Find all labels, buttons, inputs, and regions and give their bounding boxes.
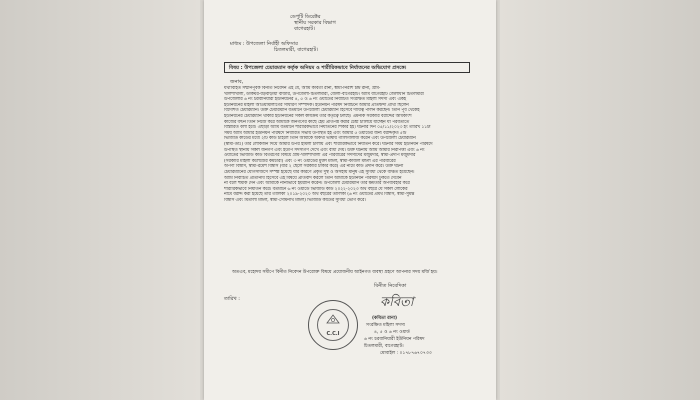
body-line: উপজেলার ৬ নং চরবানিয়ারী ইউনিয়নের ৪, ৫ ও ৬ নং ওয়ার্ডের নির্বাচিত সংরক্ষিত মহিলা সদস্য এবং একই [224, 97, 406, 103]
date-label: তারিখ : [224, 296, 240, 302]
body-line: সময় আমি আমার ইউনিয়ন পরিষদে নির্ধারিত সভায় উপস্থিত হই এবং আমার ৫ ওয়ার্ডের জন্য বরাদ্দকৃত ৫টি [224, 130, 407, 136]
signatory-wards: ৪, ৫ ও ৬ নং ওয়ার্ড [374, 330, 410, 335]
salutation: জনাব, [230, 79, 244, 85]
letter-page [204, 0, 496, 400]
body-line: শারীরিকভাবে নির্যাতন করে। বর্তমানে ৬ নং ওয়ার্ডে ভিজিডি কার্ড ২০২২-২০২৩ অর্থ বছরে যে সকল লোকের [224, 186, 408, 192]
body-line: বিশ্বাস এবং মিতালী মন্ডল, স্বামী-সোমনাথ মন্ডল) ভিজিডি কার্ডের সুবিধা ভোগ করে। [224, 197, 366, 203]
body-line: ইউনিয়নের চেয়ারম্যান থাকার ইউনিয়নের সকল কার্যক্রম তার কর্তৃত্বে চলছে। এমনকি সরকারি বরাদ্দের অধিকাংশ [224, 113, 412, 119]
body-line: অপর্ণা বিশ্বাস, স্বামী-রমেশ বিশ্বাস (যার ২ ছেলে সরকারি চাকরি করে) এর নামে কার্ড প্রদান করে। উক্ত ঘটনা [224, 164, 404, 170]
organization-seal [308, 300, 358, 350]
body-line: আমি নির্বাচিত প্রতিনিধি হিসেবে এই বিষয়ে প্রতিবাদ করলে তিনি আমাকে ইউনিয়ন পরিষদে ঢুকতে দেবেন [224, 175, 402, 181]
signatory-union: ৬ নং চরবানিয়ারী ইউনিয়ন পরিষদ [364, 337, 425, 342]
body-line: ইউনিয়নের মহিলা আওয়ামীলীগের সাধারণ সম্পাদক। ইউনিয়ন পরিষদ নির্বাচনে আমার প্রতিদ্বন্দী প্রার্থী ছিলেন [224, 102, 409, 108]
via-line-1: মাধ্যম : উপজেলা নির্বাহী অফিসার [230, 41, 298, 47]
seal-emblem-icon [326, 313, 340, 325]
handwritten-signature: কবিতা [380, 295, 414, 310]
background-right [500, 0, 700, 400]
via-line-2: চিতলমারী, বাগেরহাট। [274, 47, 319, 53]
body-line: কাজের বন্টন তিনি নিজে করে আমাকে জনগণের কাছে হেয় প্রতিপন্ন করার চেষ্টা চালিয়ে যাচ্ছেন যা পরবর্তীতে [224, 119, 410, 125]
body-line: ভিজিডি কার্ডের মধ্যে ২টি কার্ড চাইলে তিনি আমাকে অকথ্য ভাষায় গালিগালাজ করেন এবং উপজেলা চেয়ারম্যান [224, 136, 416, 142]
body-line: (সরকারি মহিলা কলেজের কর্মচারী) এবং ৩ নং ওয়ার্ডের মুক্তা মন্ডল, স্বামী-কাজল মন্ডল এর পরিবারের [224, 158, 396, 164]
body-line: (স্বামী-ডাঃ) তার লোকজন দিয়ে আমার উপর হামলা চালায় এবং শারীরিকভাবে নির্যাতন করে। ঘটনার সময় ইউনিয়ন পরিষদে [224, 141, 433, 147]
body-line: চেয়ারম্যানের যোগসাজসে সম্পন্ন হয়েছে যার কারণে প্রকৃত দুস্থ ও অসহায় মানুষ এই সুবিধা থেকে বঞ্চিত হয়েছেন। [224, 169, 415, 175]
body-line: ওয়ার্ডের ভিজিডি কার্ড বিতরণের বিষয়ে গ্রাম-খলিশাখালী এর পরিবারের সদস্যদের মজুমদার, স্বামী-প্রদীপ মজুমদার [224, 153, 416, 159]
body-line: খলিশাখালী, ডাকঘর-বড়বাড়ীয়া বাজার, উপজেলা-চিতলমারী, জেলা-বাগেরহাট। আমি বাগেরহাট জেলাধীন চিতলমারী [224, 91, 424, 97]
body-line: বিস্তারিত বলা হবে। এছাড়া আমি বর্তমানে শারীরিকভাবে নির্যাতনের শিকার হই। ঘটনার দিন ০৫/১১/২০২৩ ইং তারিখ ১১টা [224, 125, 431, 131]
signatory-mobile: মোবাইল : ০১৭৮৭৬৭০৭৩৩ [380, 351, 432, 356]
signature-intro: বিনীত নিবেদিকা [374, 283, 407, 289]
recipient-line-1: ডেপুটি ডিরেক্টর [290, 14, 321, 20]
recipient-line-3: বাগেরহাট। [294, 26, 315, 32]
closing-paragraph: অতএব, মহোদয় সমীপে বিনীত নিবেদন উপরোক্ত বিষয়ে প্রয়োজনীয় আইনগত ব্যবস্থা গ্রহণে আপনার সদয় মর্জি হয়। [232, 270, 438, 275]
background-left [0, 0, 200, 400]
subject-box: বিষয় : উপজেলা চেয়ারম্যান কর্তৃক অনিয়ম ও শারীরিকভাবে নির্যাতনের অভিযোগ প্রসঙ্গে। [224, 62, 470, 73]
body-line: না বলে হুমকি দেন এবং আমাকে নানাভাবে হয়রানি করেন। উপজেলা চেয়ারম্যান তার ক্ষমতার অপব্যবহার করে [224, 181, 410, 187]
signatory-location: চিতলমারী, বাগেরহাট। [364, 344, 404, 349]
body-line: বিদেশিত চেয়ারম্যান। উক্ত চেয়ারম্যান বর্তমানে উপজেলা চেয়ারম্যান হিসেবে দায়িত্ব পালন করছেন। তিনি পূর্ব থেকেই [224, 108, 420, 114]
recipient-line-2: স্থানীয় সরকার বিভাগ [294, 20, 336, 26]
signatory-name: (কবিতা রানা) [372, 316, 398, 321]
body-line: উপস্থিত স্থানীয় সকল জনগণ এবং ইউপি সদস্যগণ দেখে এবং বাধা দেয়। উক্ত ঘটনায় আমি আমার নিরাপত্তা এবং ৬ নং [224, 147, 425, 153]
signatory-title: সংরক্ষিত মহিলা সদস্য [366, 323, 405, 328]
body-line: নামে বরাদ্দ করা হয়েছে তার তালিকা ২০১৯-২০২০ অর্থ বছরের তালিকা (৬ নং ওয়ার্ডের প্রমথ বিশ্বাস, স্বামী-সুমন্ত [224, 192, 415, 198]
seal-text: C.C.I [326, 331, 340, 337]
body-line: যথাবিহিত সম্মানপূর্বক বিনীত নিবেদন এই যে, আমি কবিতা রানা, স্বামী-নিরীশ চন্দ্র রানা, গ্রাম- [224, 86, 381, 91]
letter-body [224, 86, 476, 203]
